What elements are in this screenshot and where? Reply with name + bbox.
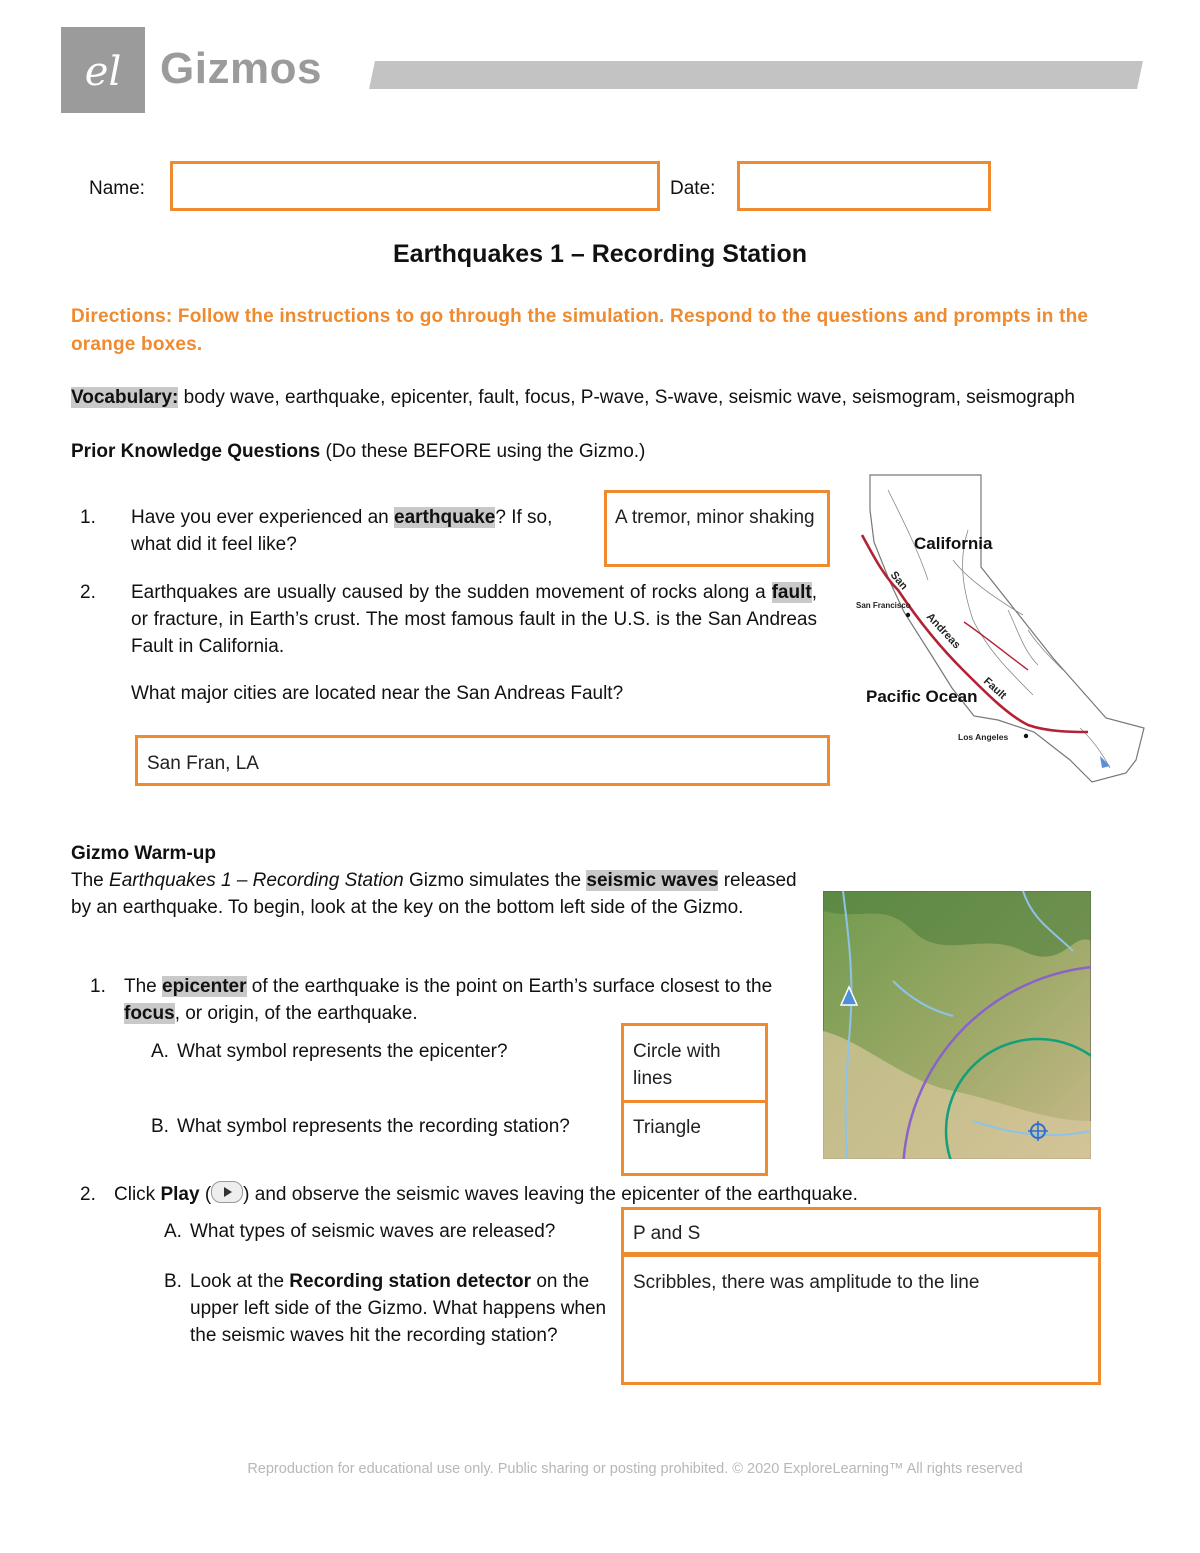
map-label-pacific-ocean bbox=[866, 687, 978, 706]
el-monogram-icon bbox=[61, 27, 145, 113]
pk-q1-answer: A tremor, minor shaking bbox=[615, 507, 815, 528]
vocabulary-terms: body wave, earthquake, epicenter, fault, focus, P-wave, S-wave, seismic wave, seismogram, seismograph bbox=[183, 387, 1075, 408]
warmup-intro-mid: Gizmo simulates the bbox=[403, 870, 587, 891]
wu-q1b-answer-box[interactable] bbox=[621, 1100, 768, 1176]
pk-q1-answer-box[interactable] bbox=[604, 490, 830, 567]
play-button-icon[interactable] bbox=[211, 1181, 243, 1203]
warmup-intro bbox=[71, 867, 807, 921]
wu-q2a-text: What types of seismic waves are released? bbox=[190, 1221, 556, 1242]
pk-q1-text-after: ? If so, what did it feel like? bbox=[131, 507, 553, 555]
warmup-intro-before: The bbox=[71, 870, 110, 891]
map-label-san: San bbox=[887, 569, 910, 593]
map-label-california: California bbox=[914, 534, 993, 553]
map-label-pacific-ocean-text: Pacific Ocean bbox=[866, 687, 978, 706]
gizmo-simulation-screenshot bbox=[823, 891, 1091, 1159]
pk-q1-number: 1. bbox=[80, 507, 96, 528]
wu-q1-text-c: , or origin, of the earthquake. bbox=[174, 1003, 418, 1024]
wu-q1-number: 1. bbox=[90, 976, 106, 997]
los-angeles-dot bbox=[1024, 734, 1028, 738]
prior-knowledge-heading bbox=[71, 438, 645, 465]
wu-q2-number: 2. bbox=[80, 1184, 96, 1205]
footer-copyright: Reproduction for educational use only. Public sharing or posting prohibited. © 2020 ExploreLearning™ All rights reserved bbox=[247, 1461, 1023, 1477]
wu-q1a-label: A. bbox=[151, 1041, 169, 1062]
wu-q1-text-b: of the earthquake is the point on Earth’s surface closest to the bbox=[246, 976, 773, 997]
pk-q2-text-before: Earthquakes are usually caused by the sudden movement of rocks along a bbox=[131, 582, 772, 603]
wu-q1b-label: B. bbox=[151, 1116, 169, 1137]
pk-q1-text-before: Have you ever experienced an bbox=[131, 507, 394, 528]
california-fault-map bbox=[848, 470, 1148, 788]
wu-q1a-answer: Circle with lines bbox=[633, 1041, 721, 1089]
warmup-intro-keyword: seismic waves bbox=[586, 870, 719, 891]
map-label-fault: Fault bbox=[980, 675, 1009, 702]
date-field[interactable] bbox=[737, 161, 991, 211]
directions-text: Directions: Follow the instructions to go through the simulation. Respond to the questions and prompts in the orange boxes. bbox=[71, 306, 1089, 355]
vocabulary-label: Vocabulary: bbox=[71, 387, 179, 408]
warmup-intro-italic: Earthquakes 1 – Recording Station bbox=[109, 870, 404, 891]
wu-q1-keyword-epicenter: epicenter bbox=[162, 976, 247, 997]
vocabulary bbox=[71, 384, 1131, 411]
wu-q2-text-b: ( bbox=[199, 1184, 212, 1205]
wu-q2b-answer: Scribbles, there was amplitude to the line bbox=[633, 1272, 980, 1293]
pk-q2-number: 2. bbox=[80, 582, 96, 603]
pk-q2-text bbox=[131, 579, 817, 660]
wu-q2a-answer-box[interactable] bbox=[621, 1207, 1101, 1255]
warmup-intro-after: released by an earthquake. To begin, look at the key on the bottom left side of the Gizmo. bbox=[71, 870, 797, 918]
wu-q2b-text-a: Look at the bbox=[190, 1271, 290, 1292]
name-field[interactable] bbox=[170, 161, 660, 211]
header-bar bbox=[369, 61, 1143, 89]
map-label-san-francisco: San Francisco bbox=[856, 601, 911, 610]
wu-q2-keyword-play: Play bbox=[160, 1184, 200, 1205]
wu-q2a-answer: P and S bbox=[633, 1223, 701, 1244]
gizmos-logo-text: Gizmos bbox=[160, 44, 322, 93]
prior-knowledge-title: Prior Knowledge Questions bbox=[71, 441, 321, 462]
wu-q1b-answer: Triangle bbox=[633, 1117, 701, 1138]
wu-q1b-text: What symbol represents the recording station? bbox=[177, 1116, 570, 1137]
wu-q1-text-a: The bbox=[124, 976, 163, 997]
wu-q2-text-a: Click bbox=[114, 1184, 161, 1205]
page-title: Earthquakes 1 – Recording Station bbox=[393, 240, 807, 268]
warmup-heading: Gizmo Warm-up bbox=[71, 843, 216, 864]
wu-q1-text bbox=[124, 973, 814, 1027]
wu-q1-keyword-focus: focus bbox=[124, 1003, 175, 1024]
wu-q2b-answer-box[interactable] bbox=[621, 1254, 1101, 1385]
prior-knowledge-note: (Do these BEFORE using the Gizmo.) bbox=[325, 441, 646, 462]
wu-q2-text bbox=[114, 1181, 1114, 1208]
date-label: Date: bbox=[670, 178, 716, 199]
wu-q2b-label: B. bbox=[164, 1271, 182, 1292]
map-label-los-angeles: Los Angeles bbox=[958, 732, 1009, 742]
pk-q2-answer: San Fran, LA bbox=[147, 753, 259, 774]
pk-q1-text bbox=[131, 504, 591, 558]
wu-q2-text-c: ) and observe the seismic waves leaving the epicenter of the earthquake. bbox=[243, 1184, 858, 1205]
wu-q2b-text-b: on the upper left side of the Gizmo. What happens when the seismic waves hit the recording station? bbox=[190, 1271, 607, 1346]
wu-q1a-text: What symbol represents the epicenter? bbox=[177, 1041, 508, 1062]
map-label-andreas: Andreas bbox=[923, 610, 963, 652]
logo-badge bbox=[61, 27, 145, 113]
pk-q2-keyword: fault bbox=[771, 582, 812, 603]
wu-q2a-label: A. bbox=[164, 1221, 182, 1242]
pk-q2-question: What major cities are located near the San Andreas Fault? bbox=[131, 683, 624, 704]
play-triangle-icon bbox=[212, 1182, 242, 1202]
wu-q2b-text bbox=[190, 1268, 615, 1349]
pk-q2-text-after: , or fracture, in Earth’s crust. The most famous fault in the U.S. is the San Andreas Fault in California. bbox=[131, 582, 817, 657]
wu-q2b-keyword: Recording station detector bbox=[289, 1271, 532, 1292]
pk-q2-answer-box[interactable] bbox=[135, 735, 830, 786]
logo-mark-text: el bbox=[84, 49, 122, 95]
san-francisco-dot bbox=[906, 613, 910, 617]
pk-q1-keyword: earthquake bbox=[394, 507, 496, 528]
name-label: Name: bbox=[89, 178, 145, 199]
wu-q1a-answer-box[interactable] bbox=[621, 1023, 768, 1103]
